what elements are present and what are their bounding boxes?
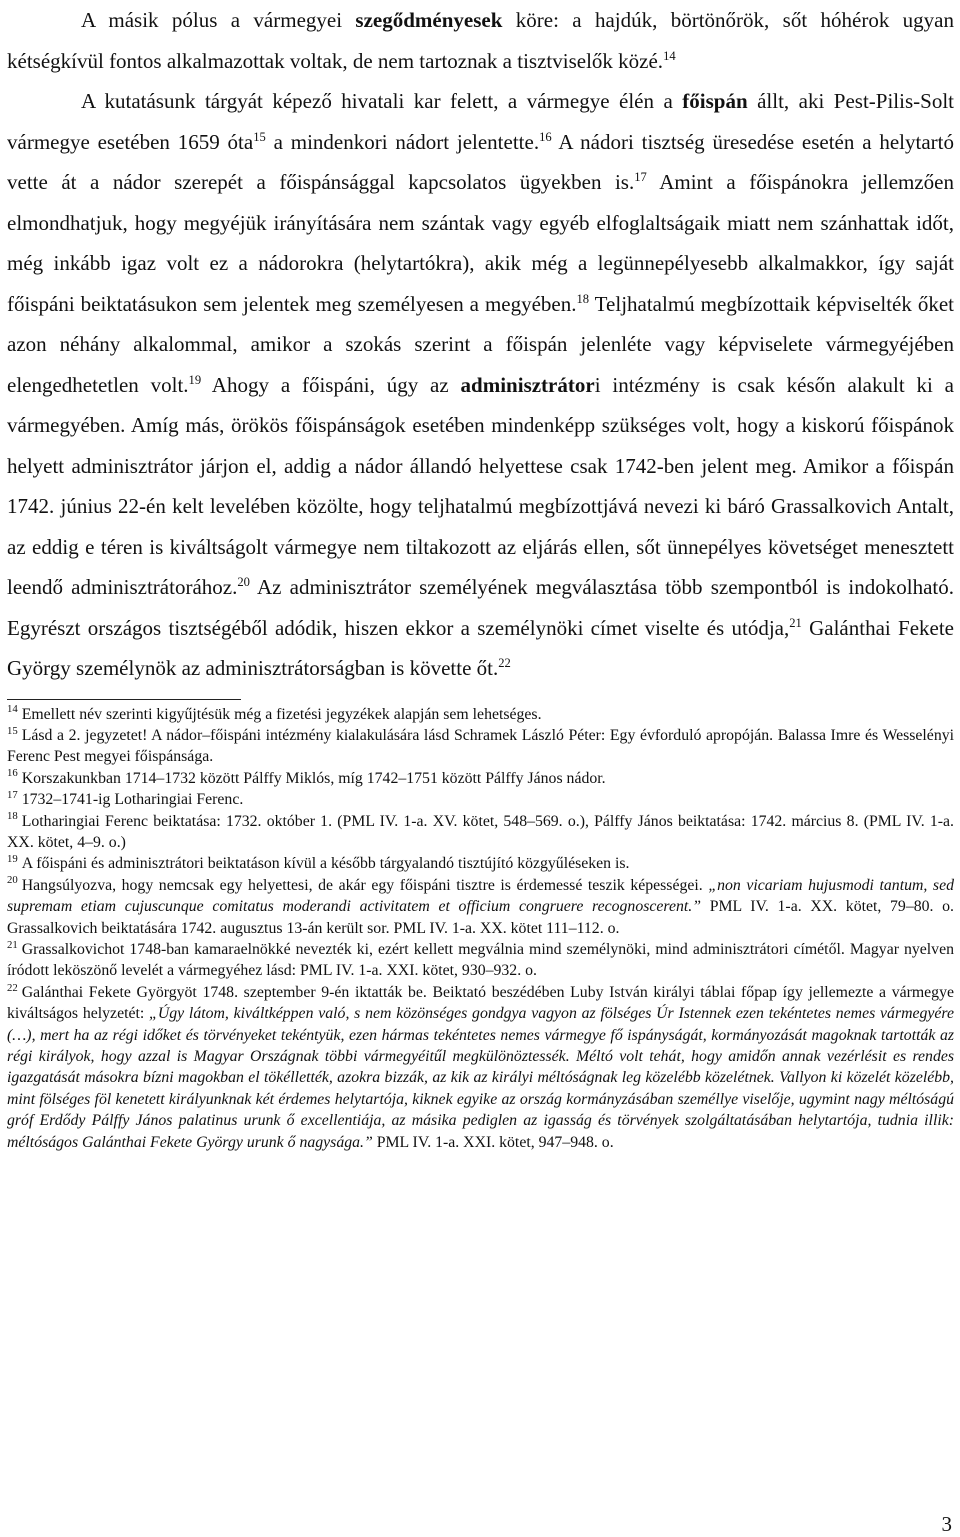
footnote-reference: 17 bbox=[634, 170, 647, 184]
text-run: A másik pólus a vármegyei bbox=[81, 8, 356, 32]
footnote bbox=[7, 875, 954, 939]
footnote bbox=[7, 704, 954, 725]
footnote-reference: 19 bbox=[188, 372, 202, 387]
quoted-text: „non vicariam hujusmodi tantum, sed supremam etiam cujuscunque comitatus moderandi activitatem et officium congruere recognoscerent.” bbox=[7, 876, 954, 916]
text-run: Galánthai Fekete Györgyöt 1748. szeptember 9-én iktatták be. Beiktató beszédében Luby István királyi táblai főpap így jellemezte a vármegye kiváltságos helyzetét: bbox=[7, 983, 954, 1023]
footnote-number: 16 bbox=[7, 767, 18, 780]
text-run: PML IV. 1-a. XXI. kötet, 947–948. o. bbox=[372, 1133, 614, 1151]
text-run: Emellett név szerinti kigyűjtésük még a fizetési jegyzékek alapján sem lehetséges. bbox=[21, 705, 542, 723]
footnote-reference: 16 bbox=[539, 129, 552, 144]
footnote-separator bbox=[7, 699, 241, 700]
paragraph bbox=[7, 0, 954, 81]
bold-term: főispán bbox=[682, 89, 748, 113]
footnote-number: 19 bbox=[7, 853, 18, 866]
footnote bbox=[7, 939, 954, 982]
footnote-reference: 14 bbox=[663, 48, 676, 63]
footnote-reference: 20 bbox=[237, 575, 250, 589]
footnote-reference: 22 bbox=[498, 656, 511, 670]
text-run: Lotharingiai Ferenc beiktatása: 1732. október 1. (PML IV. 1-a. XV. kötet, 548–569. o.), Pálffy János beiktatása: 1742. március 8. (PML IV. 1-a. XX. kötet, 4–9. o.) bbox=[7, 812, 954, 851]
text-run: Hangsúlyozva, hogy nemcsak egy helyettesi, de akár egy főispáni tisztre is érdemessé teszik képességei. bbox=[21, 876, 709, 894]
text-run: Ahogy a főispáni, úgy az bbox=[201, 372, 461, 397]
footnote-number: 14 bbox=[7, 703, 18, 716]
document-page bbox=[7, 0, 954, 1153]
footnotes bbox=[7, 704, 954, 1154]
text-run: köre: a hajdúk, börtönőrök, sőt hóhérok ugyan kétségkívül fontos alkalmazottak voltak, de nem tartoznak a tisztviselők közé. bbox=[7, 8, 954, 73]
text-run: a mindenkori nádort jelentette. bbox=[265, 129, 540, 154]
text-run: Lásd a 2. jegyzetet! A nádor–főispáni intézmény kialakulására lásd Schramek László Péter: Egy évforduló apropóján. Balassa Imre és Wesselényi Ferenc Pest megyei főispánsága. bbox=[7, 726, 954, 766]
footnote-reference: 18 bbox=[576, 291, 590, 306]
footnote-number: 17 bbox=[7, 788, 18, 801]
text-run: A főispáni és adminisztrátori beiktatáson kívül a később tárgyalandó tisztújító közgyűléseken is. bbox=[21, 855, 630, 873]
paragraph bbox=[7, 81, 954, 689]
text-run: A kutatásunk tárgyát képező hivatali kar felett, a vármegye élén a bbox=[81, 89, 683, 113]
text-run: Galánthai Fekete György személynök az adminisztrátorságban is követte őt. bbox=[7, 615, 955, 680]
footnote bbox=[7, 811, 954, 854]
bold-term: adminisztrátor bbox=[460, 372, 595, 397]
text-run: állt, aki Pest-Pilis-Solt vármegye esetében 1659 óta bbox=[7, 89, 954, 154]
footnote-number: 18 bbox=[7, 810, 18, 823]
text-run: A nádori tisztség üresedése esetén a helytartó vette át a nádor szerepét a főispánsággal kapcsolatos ügyekben is. bbox=[7, 129, 954, 194]
text-run: i intézmény is csak későn alakult ki a vármegyében. Amíg más, örökös főispánságok esetében mindenképp szükséges volt, hogy a kiskorú főispánok helyett adminisztrátor járjon el, addig a nádor állandó helyettese csak 1742-ben jelent meg. Amikor a főispán 1742. június 22-én kelt levelében közölte, hogy teljhatalmú megbízottjává nevezi ki báró Grassalkovich Antalt, az eddig e téren is kiváltságolt vármegye nem tiltakozott az eljárás ellen, sőt ünnepélyes követséget menesztett leendő adminisztrátorához. bbox=[7, 372, 955, 599]
footnote bbox=[7, 768, 954, 789]
footnote bbox=[7, 789, 954, 810]
footnote-number: 22 bbox=[7, 981, 18, 994]
footnote bbox=[7, 982, 954, 1153]
bold-term: szegődményesek bbox=[355, 8, 503, 32]
footnote-reference: 21 bbox=[789, 615, 802, 630]
main-text bbox=[7, 0, 954, 689]
footnote-number: 21 bbox=[7, 938, 18, 951]
text-run: Az adminisztrátor személyének megválasztása több szempontból is indokolható. Egyrészt országos tisztségéből adódik, hiszen ekkor a személynöki címet viselte és utódja, bbox=[7, 575, 954, 640]
footnote-number: 20 bbox=[7, 874, 18, 887]
text-run: Teljhatalmú megbízottaik képviselték őket azon néhány alkalommal, amikor a szokás szerint a főispán jelenléte vagy képviselete vármegyéjében elengedhetetlen volt. bbox=[7, 291, 955, 397]
quoted-text: „Úgy látom, kiváltképpen való, s nem közönséges gondgya vagyon az fölséges Úr Istennek ezen tekéntetes nemes vármegyére (…), mert ha az régi időket és törvényeket tekéntyük, ezen hármas tekéntetes nemes vármegye fő ispányságát, kormányozását magoknak tartották az régi királyok, hogy azzal is Magyar Országnak többi vármegyéitűl megkülönöztessék. Méltó volt tehát, hogy amidőn annak vezérlésit es rendes igazgatását másokra bízni magokban el tökéllették, azokra bizzák, az kik az királyi méltóságnak leg közelébb közelétnek. Vallyon ki közelét közelébb, mint fölséges föl kenetett királyunknak két érdemes helytartója, kiknek egyike az ország kormányzásában személlye viselője, ugymint nagy méltóságú gróf Erdődy Pálffy János palatinus urunk ő excellentiája, az másika pediglen az igasság és törvények szolgáltatásában helytartója, tudnia illik: méltóságos Galánthai Fekete György urunk ő nagysága.” bbox=[7, 1005, 955, 1151]
page-number: 3 bbox=[941, 1512, 952, 1536]
text-run: PML IV. 1-a. XX. kötet, 79–80. o. Grassalkovich beiktatására 1742. augusztus 13-án került sor. PML IV. 1-a. XX. kötet 111–112. o. bbox=[7, 898, 954, 937]
footnote-number: 15 bbox=[7, 724, 18, 737]
text-run: Amint a főispánokra jellemzően elmondhatjuk, hogy megyéjük irányítására nem szántak vagy egyéb elfoglaltságaik miatt nem szánhattak időt, még inkább igaz volt ez a nádorokra (helytartókra), akik még a legünnepélyesebb alkalmakkor, így saját főispáni beiktatásukon sem jelentek meg személyesen a megyében. bbox=[7, 170, 954, 316]
text-run: Grassalkovichot 1748-ban kamaraelnökké nevezték ki, ezért kellett megválnia mind személynöki, mind adminisztrátori címétől. Magyar nyelven íródott leköszönő levelét a vármegyéhez lásd: PML IV. 1-a. XXI. kötet, 930–932. o. bbox=[7, 940, 954, 980]
text-run: Korszakunkban 1714–1732 között Pálffy Miklós, míg 1742–1751 között Pálffy János nádor. bbox=[21, 769, 606, 787]
footnote-reference: 15 bbox=[253, 129, 266, 144]
text-run: 1732–1741-ig Lotharingiai Ferenc. bbox=[21, 791, 244, 809]
footnote bbox=[7, 853, 954, 874]
footnote bbox=[7, 725, 954, 768]
